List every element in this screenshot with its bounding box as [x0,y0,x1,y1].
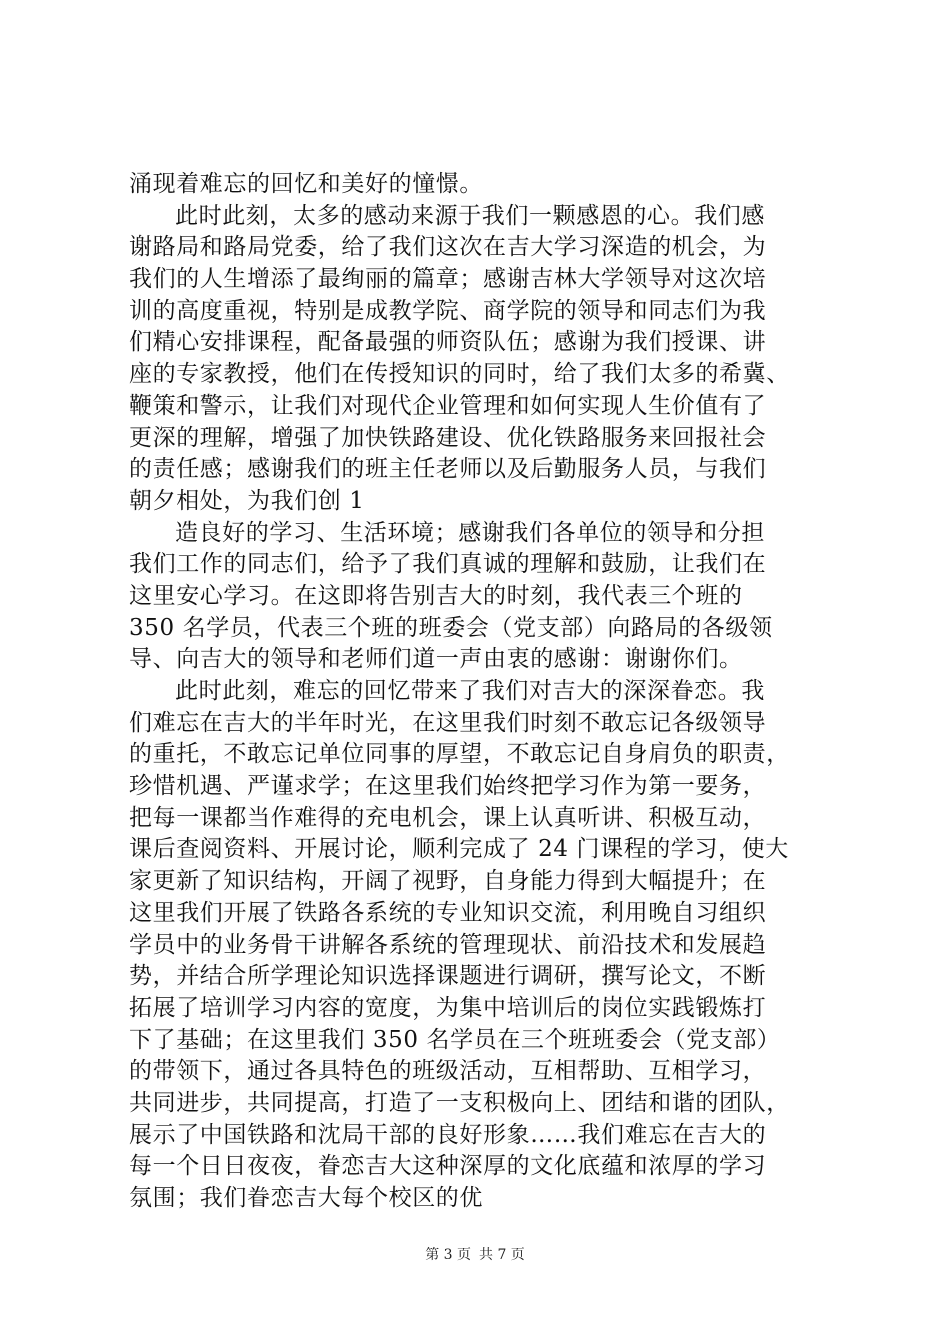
text-line: 学员中的业务骨干讲解各系统的管理现状、前沿技术和发展趋 [129,931,767,958]
document-body [129,169,845,1215]
text-line: 下了基础；在这里我们 350 名学员在三个班班委会（党支部） [129,1026,781,1053]
text-line: 展示了中国铁路和沈局干部的良好形象……我们难忘在吉大的 [129,1121,767,1148]
text-line: 更深的理解，增强了加快铁路建设、优化铁路服务来回报社会 [129,424,767,451]
text-line: 造良好的学习、生活环境；感谢我们各单位的领导和分担 [175,519,765,546]
text-line: 这里我们开展了铁路各系统的专业知识交流，利用晚自习组织 [129,899,767,926]
text-line: 的重托，不敢忘记单位同事的厚望，不敢忘记自身肩负的职责， [129,741,790,768]
text-line: 珍惜机遇、严谨求学；在这里我们始终把学习作为第一要务， [129,773,767,800]
page-footer [0,1244,950,1264]
text-line: 势，并结合所学理论知识选择课题进行调研，撰写论文，不断 [129,963,767,990]
text-line: 们难忘在吉大的半年时光，在这里我们时刻不敢忘记各级领导 [129,709,767,736]
text-line: 我们的人生增添了最绚丽的篇章；感谢吉林大学领导对这次培 [129,266,767,293]
text-line: 每一个日日夜夜，眷恋吉大这种深厚的文化底蕴和浓厚的学习 [129,1153,767,1180]
text-line: 谢路局和路局党委，给了我们这次在吉大学习深造的机会，为 [129,234,767,261]
text-line: 我们工作的同志们，给予了我们真诚的理解和鼓励，让我们在 [129,551,767,578]
text-line: 们精心安排课程，配备最强的师资队伍；感谢为我们授课、讲 [129,329,767,356]
text-line: 此时此刻，难忘的回忆带来了我们对吉大的深深眷恋。我 [175,678,765,704]
text-line: 课后查阅资料、开展讨论，顺利完成了 24 门课程的学习，使大 [129,836,789,863]
text-line: 座的专家教授，他们在传授知识的同时，给了我们太多的希冀、 [129,361,790,388]
text-line: 的带领下，通过各具特色的班级活动，互相帮助、互相学习， [129,1058,767,1085]
text-line: 家更新了知识结构，开阔了视野，自身能力得到大幅提升；在 [129,868,767,895]
text-line: 的责任感；感谢我们的班主任老师以及后勤服务人员，与我们 [129,456,767,483]
text-line: 涌现着难忘的回忆和美好的憧憬。 [129,171,483,197]
page-number: 第 3 页 [425,1247,471,1263]
text-line: 氛围；我们眷恋吉大每个校区的优 [129,1185,483,1211]
text-line: 鞭策和警示，让我们对现代企业管理和如何实现人生价值有了 [129,392,767,419]
text-line: 朝夕相处，为我们创 1 [129,487,365,514]
text-line: 这里安心学习。在这即将告别吉大的时刻，我代表三个班的 [129,582,743,609]
text-line: 训的高度重视，特别是成教学院、商学院的领导和同志们为我 [129,297,767,324]
text-line: 此时此刻，太多的感动来源于我们一颗感恩的心。我们感 [175,202,765,229]
text-line: 350 名学员，代表三个班的班委会（党支部）向路局的各级领 [129,614,773,641]
text-line: 共同进步，共同提高，打造了一支积极向上、团结和谐的团队， [129,1089,790,1116]
page-total: 共 7 页 [479,1247,525,1263]
text-line: 导、向吉大的领导和老师们道一声由衷的感谢：谢谢你们。 [129,646,743,673]
text-line: 拓展了培训学习内容的宽度，为集中培训后的岗位实践锻炼打 [129,994,767,1021]
text-line: 把每一课都当作难得的充电机会，课上认真听讲、积极互动， [129,804,767,831]
